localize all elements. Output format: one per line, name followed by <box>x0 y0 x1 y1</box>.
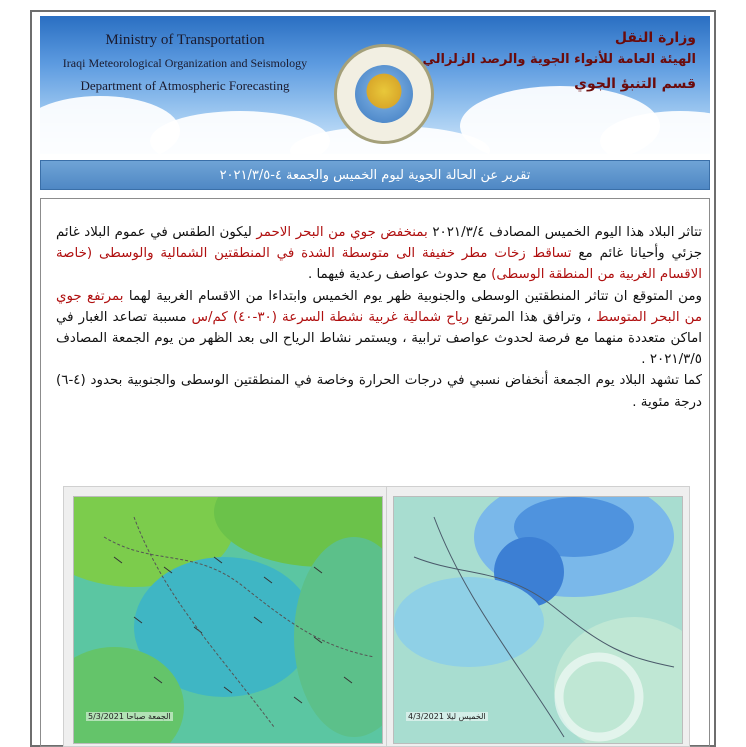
department-title-en: Department of Atmospheric Forecasting <box>80 78 290 93</box>
paragraph-1 <box>56 222 702 286</box>
precipitation-forecast-map <box>393 496 683 744</box>
department-title-ar: قسم التنبؤ الجوي <box>574 76 696 92</box>
paragraph-text: مسببة تصاعد الغبار في اماكن متعددة منهما مع فرصة لحدوث عواصف ترابية ، ويستمر نشاط الرياح الى بعد الظهر من يوم الجمعة المصادف ٢٠٢١/٣/٥ . <box>56 309 702 368</box>
report-title: تقرير عن الحالة الجوية ليوم الخميس والجمعة ٤-٢٠٢١/٣/٥ <box>40 160 710 190</box>
paragraph-text: ، وترافق هذا المرتفع <box>469 309 597 325</box>
highlight-winds: رياح شمالية غربية نشطة السرعة (٣٠-٤٠) كم/س <box>191 309 470 325</box>
map-caption-right: الخميس ليلا 4/3/2021 <box>408 712 486 721</box>
ministry-title-en: Ministry of Transportation <box>105 32 265 48</box>
organization-logo <box>334 44 434 144</box>
wind-forecast-map <box>73 496 383 744</box>
highlight-rain: تساقط زخات مطر خفيفة الى متوسطة الشدة في المنطقتين الشمالية والوسطى (خاصة الاقسام الغربية من المنطقة الوسطى) <box>56 246 702 283</box>
highlight-high-pressure: بمرتفع جوي من البحر المتوسط <box>56 288 703 325</box>
border-lines-overlay <box>394 497 683 744</box>
paragraph-text: ليكون الطقس في عموم البلاد غائم جزئي وأحيانا غائم مع <box>56 225 703 262</box>
paragraph-text: ومن المتوقع ان تتاثر المنطقتين الوسطى والجنوبية ظهر يوم الخميس وابتداءا من الاقسام الغربية لهما <box>123 288 702 304</box>
paragraph-2 <box>56 286 702 371</box>
organization-title-ar: الهيئة العامة للأنواء الجوية والرصد الزلزالي <box>422 52 696 67</box>
highlight-low-pressure: بمنخفض جوي من البحر الاحمر <box>256 225 428 240</box>
wind-barbs-overlay <box>74 497 383 744</box>
paragraph-text: مع حدوث عواصف رعدية فيهما . <box>307 267 492 283</box>
organization-title-en: Iraqi Meteorological Organization and Seismology <box>62 56 308 70</box>
map-caption-left: الجمعة صباحا 5/3/2021 <box>88 712 171 721</box>
header-banner <box>40 16 710 154</box>
paragraph-text: تتاثر البلاد هذا اليوم الخميس المصادف ٢٠٢١/٣/٤ <box>427 225 702 240</box>
logo-emblem-icon <box>355 65 413 123</box>
paragraph-3: كما تشهد البلاد يوم الجمعة أنخفاض نسبي في درجات الحرارة وخاصة في المنطقتين الوسطى والجنوبية بحدود (٤-٦) درجة مئوية . <box>56 373 702 410</box>
report-text <box>56 222 702 413</box>
ministry-title-ar: وزارة النقل <box>614 30 696 46</box>
